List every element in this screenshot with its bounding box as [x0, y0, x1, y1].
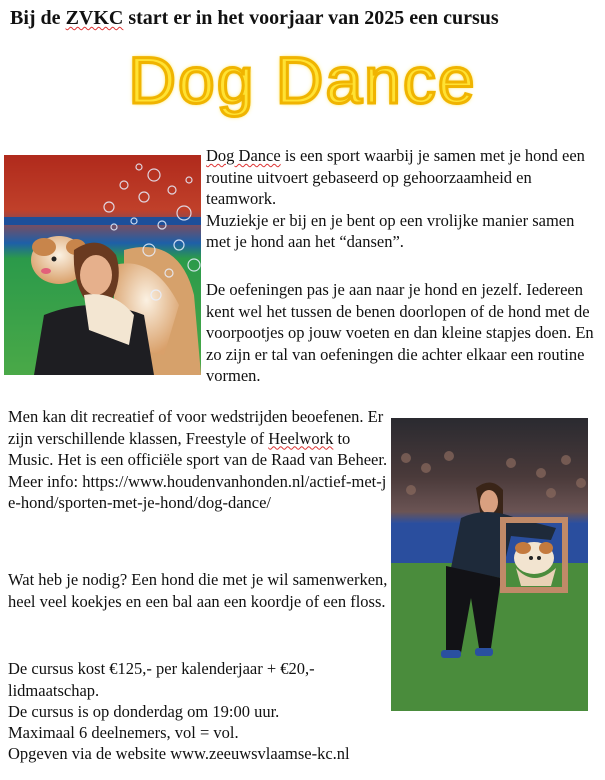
competition-text2: to Music. Het is een officiële sport van de Raad van Beheer. Meer info:: [8, 428, 388, 491]
page-title: Dog Dance: [128, 43, 477, 117]
photo-woman-dog-bubbles: [4, 155, 201, 375]
info-link[interactable]: https://www.houdenvanhonden.nl/actief-met-je-hond/sporten-met-je-hond/dog-dance/: [8, 471, 387, 512]
headline-prefix: Bij de: [10, 7, 66, 29]
photo-woman-dog-frame: [391, 418, 588, 711]
intro-paragraph: [206, 145, 601, 253]
intro-dogdance-word: Dog Dance: [206, 146, 281, 165]
max-participants-line: Maximaal 6 deelnemers, vol = vol.: [8, 723, 239, 742]
headline-club: ZVKC: [65, 7, 124, 29]
competition-paragraph: [8, 406, 393, 514]
needs-paragraph: Wat heb je nodig? Een hond die met je wil samenwerken, heel veel koekjes en een bal aan een koordje of een floss.: [8, 570, 388, 611]
exercises-paragraph: De oefeningen pas je aan naar je hond en jezelf. Iedereen kent wel het tussen de benen doorlopen of de hond met de voorpootjes op jouw voeten en dan kleine stapjes doen. En zo zijn er tal van oefeningen die achter elkaar een routine vormen.: [206, 280, 594, 385]
headline: [10, 6, 600, 30]
competition-heelwork: Heelwork: [268, 428, 334, 448]
intro-line2: Muziekje er bij en je bent op een vrolijke manier samen met je hond aan het “dansen”.: [206, 210, 575, 251]
headline-suffix: start er in het voorjaar van 2025 een cursus: [123, 7, 499, 29]
competition-text1: Men kan dit recreatief of voor wedstrijden beoefenen. Er zijn verschillende klassen, Freestyle of: [8, 407, 384, 448]
day-line: De cursus is op donderdag om 19:00 uur.: [8, 702, 280, 721]
signup-line: Opgeven via de website www.zeeuwsvlaamse-kc.nl: [8, 744, 350, 763]
intro-line1: is een sport waarbij je samen met je hond een routine uitvoert gebaseerd op gehoorzaamheid en teamwork.: [206, 146, 585, 208]
cost-paragraph: De cursus kost €125,- per kalenderjaar + €20,- lidmaatschap.: [8, 659, 315, 700]
